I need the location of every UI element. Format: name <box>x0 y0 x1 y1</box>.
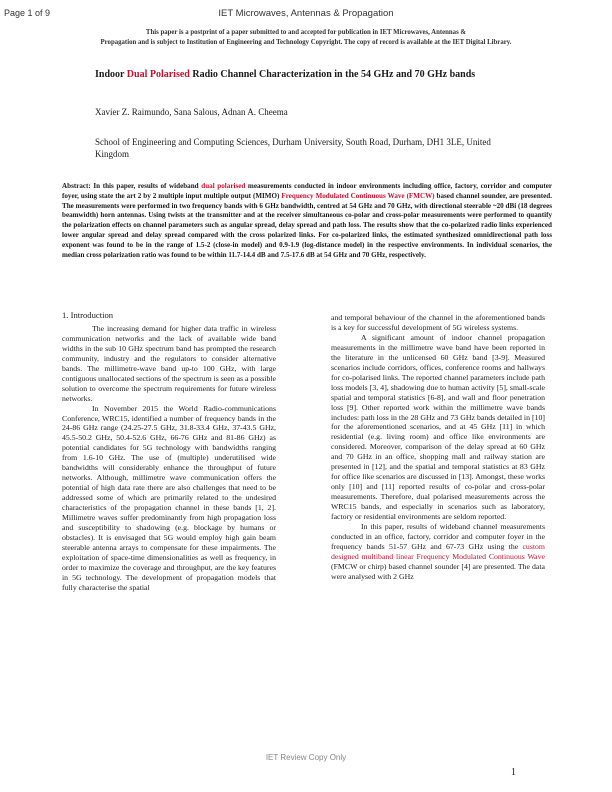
intro-paragraph-4-text-a: In this paper, results of wideband channel measurements conducted in an office, factory, corridor and computer foyer in the frequency bands 51-57 GHz and 67-73 GHz using the <box>331 522 545 551</box>
abstract <box>62 182 552 260</box>
notice-line-2: Propagation and is subject to Institution of Engineering and Technology Copyright. The copy of record is available at the IET Digital Library. <box>100 39 512 46</box>
intro-paragraph-2: In November 2015 the World Radio-communications Conference, WRC15, identified a number of frequency bands in the 24-86 GHz range (24.25-27.5 GHz, 31.8-33.4 GHz, 37-43.5 GHz, 45.5-50.2 GHz, 50.4-52.6 GHz, 66-76 GHz and 81-86 GHz) as potential candidates for 5G technology with bandwidths ranging from 1.6-10 GHz. The use of (multiple) underutilised wide bandwidths will considerably enhance the throughput of future networks. Although, millimetre wave communication offers the potential of high data rate there are also challenges that need to be addressed some of which are primarily related to the undesired characteristics of the propagation channel in these bands [1, 2]. Millimetre waves suffer predominantly from high propagation loss and susceptibility to shadowing (e.g. blockage by humans or obstacles). It is envisaged that 5G would employ high gain beam steerable antenna arrays to compensate for these impairments. The exploitation of space-time dimensionalities as well as frequency, in order to maximize the coverage and throughput, are the key features in 5G technology. The development of propagation models that fully characterise the spatial <box>62 403 276 592</box>
left-column <box>62 311 276 593</box>
section-heading-introduction: 1. Introduction <box>62 310 114 320</box>
page-label: Page 1 of 9 <box>4 8 51 18</box>
affiliation: School of Engineering and Computing Sciences, Durham University, South Road, Durham, DH1 3LE, United Kingdom <box>95 137 491 160</box>
abstract-text-3: based channel sounder, are presented. The measurements were performed in two frequency bands with 6 GHz bandwidth, centred at 54 GHz and 70 GHz, with directional steerable ~20 dBi (18 degrees beamwidth) horn antennas. Using twists at the transmitter and at the receiver simultaneous co-polar and cross-polar measurements were performed to quantify the polarization effects on channel parameters such as angular spread, delay spread and path loss. The results show that the co-polarized radio links experienced lower angular spread and delay spread compared with the cross polarized links. For co-polarized links, the estimated synthesized omnidirectional path loss exponent was found to be in the range of 1.5-2 (close-in model) and 0.9-1.9 (log-distance model) in the respective environments. In individual scenarios, the median cross polarization ratio was found to be within 11.7-14.4 dB and 7.5-17.6 dB at 54 GHz and 70 GHz, respectively. <box>62 191 552 259</box>
intro-paragraph-4-highlight: custom designed multiband linear Frequency Modulated Continuous Wave <box>331 541 545 561</box>
paper-title <box>95 68 525 81</box>
notice-line-1: This paper is a postprint of a paper submitted to and accepted for publication in IET Microwaves, Antennas & <box>145 29 467 36</box>
right-column <box>331 313 545 582</box>
title-highlight: Dual Polarised <box>126 69 190 80</box>
author-list: Xavier Z. Raimundo, Sana Salous, Adnan A. Cheema <box>95 107 288 117</box>
title-part-2: Radio Channel Characterization in the 54 GHz and 70 GHz bands <box>189 69 476 80</box>
intro-paragraph-continued: and temporal behaviour of the channel in the aforementioned bands is a key for successful development of 5G wireless systems. <box>331 313 545 332</box>
copyright-notice <box>50 28 562 48</box>
abstract-text-2: measurements conducted in indoor environments including office, factory, corridor and computer foyer, using state the art 2 by 2 multiple input multiple output (MIMO) <box>62 182 552 200</box>
title-part-1: Indoor <box>95 69 127 80</box>
page-number: 1 <box>511 767 516 778</box>
journal-name: IET Microwaves, Antennas & Propagation <box>218 8 394 19</box>
intro-paragraph-3: A significant amount of indoor channel propagation measurements in the millimetre wave band have been reported in the literature in the unlicensed 60 GHz band [3-9]. Measured scenarios include corridors, offices, conference rooms and hallways for co-polarised links. The reported channel parameters include path loss models [3, 4], shadowing due to human activity [5], small-scale spatial and temporal statistics [6-8], and wall and floor penetration loss [9]. Other reported work within the millimetre wave bands includes: path loss in the 28 GHz and 73 GHz bands detailed in [10] for the aforementioned scenarios, and at 45 GHz [11] in which residential (e.g. living room) and office like environments are considered. Moreover, comparison of the delay spread at 60 GHz and 70 GHz in an office, shopping mall and railway station are presented in [12], and the spatial and temporal statistics at 83 GHz for office like scenarios are discussed in [13]. Amongst, these works only [10] and [11] reported results of co-polar and cross-polar measurements. Therefore, dual polarised measurements across the WRC15 bands, and especially in scenarios such as laboratory, factory or residential environments are seldom reported. <box>331 332 545 522</box>
abstract-text-1: Abstract: In this paper, results of wideband <box>62 182 202 190</box>
review-copy-footer: IET Review Copy Only <box>265 753 347 762</box>
intro-paragraph-4-text-b: (FMCW or chirp) based channel sounder [4] are presented. The data were analysed with 2 GHz <box>331 561 545 581</box>
abstract-highlight-1: dual polarised <box>201 182 246 190</box>
intro-paragraph-1: The increasing demand for higher data traffic in wireless communication networks and the lack of available wide band widths in the sub 10 GHz spectrum band has prompted the research community, industry and the regulators to consider alternative bands. The millimetre-wave band up-to 100 GHz, with large contiguous unallocated sections of the spectrum is seen as a possible solution to overcome the spectrum requirements for future wireless networks. <box>62 323 276 403</box>
abstract-highlight-2: Frequency Modulated Continuous Wave (FMCW) <box>281 191 435 200</box>
intro-paragraph-4 <box>331 522 545 582</box>
